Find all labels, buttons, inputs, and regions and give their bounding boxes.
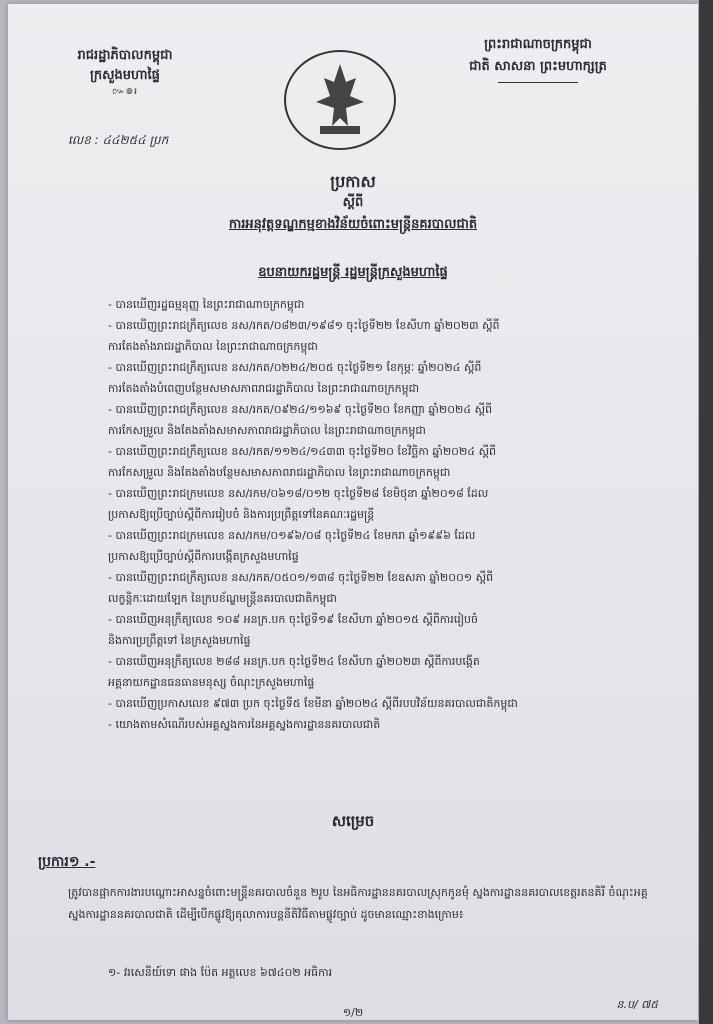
list-item: និងការប្រព្រឹត្តទៅ នៃក្រសួងមហាផ្ទៃ	[108, 634, 251, 647]
issuer-title: ឧបនាយករដ្ឋមន្ត្រី រដ្ឋមន្ត្រីក្រសួងមហាផ្ទៃ	[258, 265, 448, 280]
document-title: ប្រកាស	[330, 172, 376, 191]
preamble-list	[108, 294, 668, 735]
document-subject: ការអនុវត្តទណ្ឌកម្មខាងវិន័យចំពោះមន្ត្រីនគរបាលជាតិ	[228, 217, 478, 232]
article-label: ប្រការ១ .-	[38, 854, 96, 870]
ministry-header	[30, 46, 220, 98]
list-item: ប្រកាសឱ្យប្រើច្បាប់ស្តីពីការរៀបចំ និងការប្រព្រឹត្តទៅនៃគណៈរដ្ឋមន្ត្រី	[108, 508, 375, 521]
list-item: - បានឃើញរដ្ឋធម្មនុញ្ញ នៃព្រះរាជាណាចក្រកម្ពុជា	[108, 298, 305, 311]
document-subtitle: ស្តីពី	[342, 195, 364, 210]
list-item: - បានឃើញព្រះរាជក្រមលេខ នស/រកម/០៦១៨/០១២ ចុះថ្ងៃទី២៨ ខែមិថុនា ឆ្នាំ២០១៨ ដែល	[108, 487, 489, 500]
kingdom-line-1: ព្រះរាជាណាចក្រកម្ពុជា	[484, 37, 592, 52]
divider	[498, 82, 578, 83]
list-item: - បានឃើញអនុក្រឹត្យលេខ ២៨៨ អនក្រ.បក ចុះថ្ងៃទី២៤ ខែសីហា ឆ្នាំ២០២៣ ស្តីពីការបង្កើត	[108, 655, 480, 668]
ministry-line-2: ក្រសួងមហាផ្ទៃ	[90, 68, 160, 83]
list-item: អគ្គនាយកដ្ឋានធនធានមនុស្ស ចំណុះក្រសួងមហាផ្ទៃ	[108, 676, 315, 689]
kingdom-line-2: ជាតិ សាសនា ព្រះមហាក្សត្រ	[469, 59, 607, 74]
resolution-heading: សម្រេច	[331, 812, 375, 830]
page-number: ១/២	[342, 1006, 364, 1019]
list-item: - បានឃើញព្រះរាជក្រឹត្យលេខ នស/រកត/០២២៤/២០៥ ចុះថ្ងៃទី២១ ខែកុម្ភៈ ឆ្នាំ២០២៤ ស្តីពី	[108, 361, 482, 374]
list-item: - បានឃើញព្រះរាជក្រមលេខ នស/រកម/០១៩៦/០៨ ចុះថ្ងៃទី២៤ ខែមករា ឆ្នាំ១៩៩៦ ដែល	[108, 529, 476, 542]
list-item: ការកែសម្រួល និងតែងតាំងសមាសភាពរាជរដ្ឋាភិបាល នៃព្រះរាជាណាចក្រកម្ពុជា	[108, 424, 426, 437]
list-item: - បានឃើញព្រះរាជក្រឹត្យលេខ នស/រកត/០៨២៣/១៩៨១ ចុះថ្ងៃទី២២ ខែសីហា ឆ្នាំ២០២៣ ស្តីពី	[108, 319, 500, 332]
list-item: - បានឃើញប្រកាសលេខ ៩៧៣ ប្រក ចុះថ្ងៃទី៥ ខែមីនា ឆ្នាំ២០២៤ ស្តីពីរបបវិន័យនគរបាលជាតិកម្ពុជា	[108, 697, 518, 710]
list-item: - បានឃើញព្រះរាជក្រឹត្យលេខ នស/រកត/០៩២៤/១១៦៩ ចុះថ្ងៃទី២០ ខែកញ្ញា ឆ្នាំ២០២៤ ស្តីពី	[108, 403, 493, 416]
list-item: ប្រកាសឱ្យប្រើច្បាប់ស្តីពីការបង្កើតក្រសួងមហាផ្ទៃ	[108, 550, 299, 563]
list-item: - បានឃើញព្រះរាជក្រឹត្យលេខ នស/រកត/១១២៤/១៤៣៣ ចុះថ្ងៃទី២០ ខែវិច្ឆិកា ឆ្នាំ២០២៤ ស្តីពី	[108, 445, 497, 458]
article-list-item: ១- វរសេនីយ៍ទោ ផាង ប៉ែត អត្តលេខ ៦៧៤០២ អធិការ	[108, 966, 333, 979]
royal-emblem-icon	[284, 50, 396, 150]
ministry-ornament: ៚៙៛	[111, 87, 139, 97]
ministry-line-1: រាជរដ្ឋាភិបាលកម្ពុជា	[77, 48, 173, 63]
handwritten-initial: ន.ប/ ៧៥	[616, 998, 658, 1011]
list-item: ការកែសម្រួល និងតែងតាំងបន្ថែមសមាសភាពរាជរដ្ឋាភិបាល នៃព្រះរាជាណាចក្រកម្ពុជា	[108, 466, 451, 479]
list-item: - យោងតាមសំណើរបស់អគ្គស្នងការនៃអគ្គស្នងការដ្ឋាននគរបាលជាតិ	[108, 718, 381, 731]
document-page	[8, 4, 698, 1020]
reference-number: លេខ : ៤៤២៥៤ ប្រក	[68, 133, 169, 147]
list-item: ការតែងតាំងបំពេញបន្ថែមសមាសភាពរាជរដ្ឋាភិបាល នៃព្រះរាជាណាចក្រកម្ពុជា	[108, 382, 420, 395]
list-item: - បានឃើញព្រះរាជក្រឹត្យលេខ នស/រកត/០៥០១/១៣៨ ចុះថ្ងៃទី២២ ខែឧសភា ឆ្នាំ២០០១ ស្តីពី	[108, 571, 494, 584]
list-item: លក្ខន្តិកៈដោយឡែក នៃក្របខ័ណ្ឌមន្ត្រីនគរបាលជាតិកម្ពុជា	[108, 592, 337, 605]
list-item: - បានឃើញអនុក្រឹត្យលេខ ១០៩ អនក្រ.បក ចុះថ្ងៃទី១៩ ខែសីហា ឆ្នាំ២០១៥ ស្តីពីការរៀបចំ	[108, 613, 478, 626]
dark-edge	[699, 0, 713, 1024]
article-body: ត្រូវបានផ្អាកការងារបណ្តោះអាសន្នចំពោះមន្ត្រីនគរបាលចំនួន ២រូប នៃអធិការដ្ឋាននគរបាលស្រុកកូនមុំ ស្នងការដ្ឋាននគរបាលខេត្តរតនគិរី ចំណុះអគ្គស្នងការដ្ឋាននគរបាលជាតិ ដើម្បីបើកផ្លូវឱ្យតុលាការបន្តនីតិវិធីតាមផ្លូវច្បាប់ ដូចមានឈ្មោះខាងក្រោម៖	[68, 886, 648, 921]
kingdom-header	[418, 34, 658, 83]
list-item: ការតែងតាំងរាជរដ្ឋាភិបាល នៃព្រះរាជាណាចក្រកម្ពុជា	[108, 340, 318, 353]
